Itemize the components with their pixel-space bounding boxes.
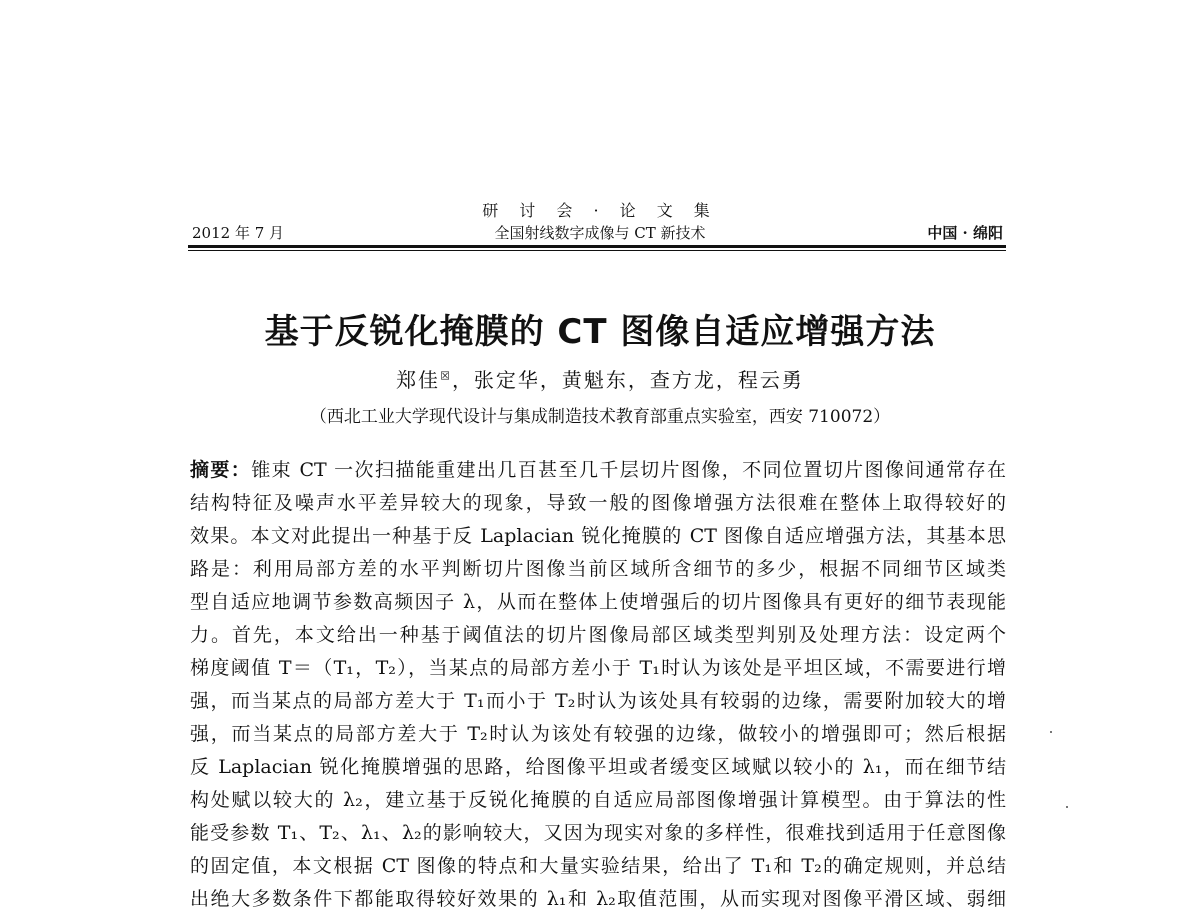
- abstract-line: 力。首先，本文给出一种基于阈值法的切片图像局部区域类型判别及处理方法：设定两个: [190, 624, 1006, 646]
- scan-speck: [1050, 731, 1052, 733]
- abstract-line: 型自适应地调节参数高频因子 λ，从而在整体上使增强后的切片图像具有更好的细节表现能: [190, 591, 1006, 613]
- affiliation: （西北工业大学现代设计与集成制造技术教育部重点实验室，西安 710072）: [309, 407, 891, 427]
- abstract-line: 构处赋以较大的 λ₂，建立基于反锐化掩膜的自适应局部图像增强计算模型。由于算法的性: [190, 789, 1006, 811]
- scan-speck: [1066, 806, 1068, 808]
- conference-title: 研 讨 会 · 论 文 集: [482, 201, 718, 220]
- abstract-label: 摘要：: [190, 459, 252, 481]
- abstract: [190, 454, 1006, 916]
- abstract-line: 强，而当某点的局部方差大于 T₁而小于 T₂时认为该处具有较弱的边缘，需要附加较大的增: [190, 690, 1006, 712]
- abstract-line: 的固定值，本文根据 CT 图像的特点和大量实验结果，给出了 T₁和 T₂的确定规则，并总结: [190, 855, 1006, 877]
- other-authors: ，张定华，黄魁东，查方龙，程云勇: [451, 368, 804, 392]
- event-name: 全国射线数字成像与 CT 新技术: [494, 224, 706, 242]
- abstract-line: 强，而当某点的局部方差大于 T₂时认为该处有较强的边缘，做较小的增强即可；然后根据: [190, 723, 1006, 745]
- abstract-line: 梯度阈值 T＝（T₁，T₂），当某点的局部方差小于 T₁时认为该处是平坦区域，不需要进行增: [190, 657, 1006, 679]
- abstract-line: 结构特征及噪声水平差异较大的现象，导致一般的图像增强方法很难在整体上取得较好的: [190, 492, 1006, 514]
- abstract-line: 路是：利用局部方差的水平判断切片图像当前区域所含细节的多少，根据不同细节区域类: [190, 558, 1006, 580]
- header-location: 中国 · 绵阳: [927, 224, 1003, 242]
- header-date: 2012 年 7 月: [192, 224, 285, 242]
- abstract-line: 出绝大多数条件下都能取得较好效果的 λ₁和 λ₂取值范围，从而实现对图像平滑区域、弱细: [190, 888, 1006, 910]
- abstract-line: 能受参数 T₁、T₂、λ₁、λ₂的影响较大，又因为现实对象的多样性，很难找到适用于任意图像: [190, 822, 1006, 844]
- header-rule-thick: [188, 245, 1006, 248]
- corresponding-author-mark: ☒: [440, 369, 452, 383]
- header-rule-thin: [188, 250, 1006, 251]
- abstract-line: 摘要：锥束 CT 一次扫描能重建出几百甚至几千层切片图像，不同位置切片图像间通常存在: [190, 459, 1006, 481]
- abstract-line: 反 Laplacian 锐化掩膜增强的思路，给图像平坦或者缓变区域赋以较小的 λ₁，而在细节结: [190, 756, 1006, 778]
- author-list: [0, 364, 1200, 393]
- paper-title: 基于反锐化掩膜的 CT 图像自适应增强方法: [264, 312, 936, 352]
- abstract-line: 效果。本文对此提出一种基于反 Laplacian 锐化掩膜的 CT 图像自适应增强方法，其基本思: [190, 525, 1006, 547]
- first-author: 郑佳: [396, 368, 441, 392]
